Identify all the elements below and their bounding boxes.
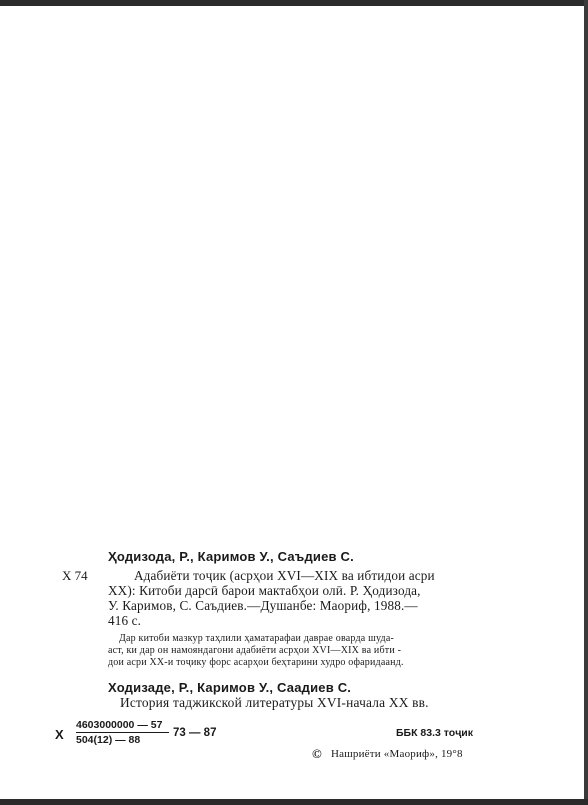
index-letter: Х	[55, 727, 64, 742]
annotation-line-1: Дар китоби мазкур таҳлили ҳаматарафаи даврае оварда шуда-	[119, 633, 395, 644]
bottom-border	[0, 799, 588, 805]
top-border	[0, 0, 588, 6]
annotation-line-2: аст, ки дар он намояндагони адабиёти асрҳои XVI—XIX ва ибти -	[108, 645, 402, 656]
fraction-suffix: 73 — 87	[173, 727, 217, 739]
fraction-denominator: 504(12) — 88	[76, 734, 141, 746]
copyright-icon: ©	[312, 746, 322, 761]
bbk-code: ББК 83.3 тоҷик	[396, 727, 473, 739]
description-line-4: 416 с.	[108, 613, 142, 628]
right-border	[584, 0, 588, 805]
description-line-1: Адабиёти тоҷик (асрҳои XVI—XIX ва ибтидои асри	[134, 568, 435, 583]
authors-russian: Ходизаде, Р., Каримов У., Саадиев С.	[108, 680, 352, 695]
fraction-numerator: 4603000000 — 57	[76, 719, 163, 731]
class-code: Х 74	[62, 568, 88, 583]
publisher-line: Нашриёти «Маориф», 19°8	[331, 748, 463, 760]
description-line-2: XX): Китоби дарсӣ барои мактабҳои олӣ. Р. Ҳодизода,	[108, 583, 421, 598]
title-russian: История таджикской литературы XVI-начала XX вв.	[120, 695, 429, 710]
authors-tajik: Ҳодизода, Р., Каримов У., Саъдиев С.	[108, 549, 354, 564]
fraction-bar	[76, 732, 169, 733]
description-line-3: У. Каримов, С. Саъдиев.—Душанбе: Маориф, 1988.—	[108, 598, 418, 613]
annotation-line-3: дои асри XX-и тоҷику форс асарҳои беҳтарини худро офаридаанд.	[108, 657, 404, 668]
